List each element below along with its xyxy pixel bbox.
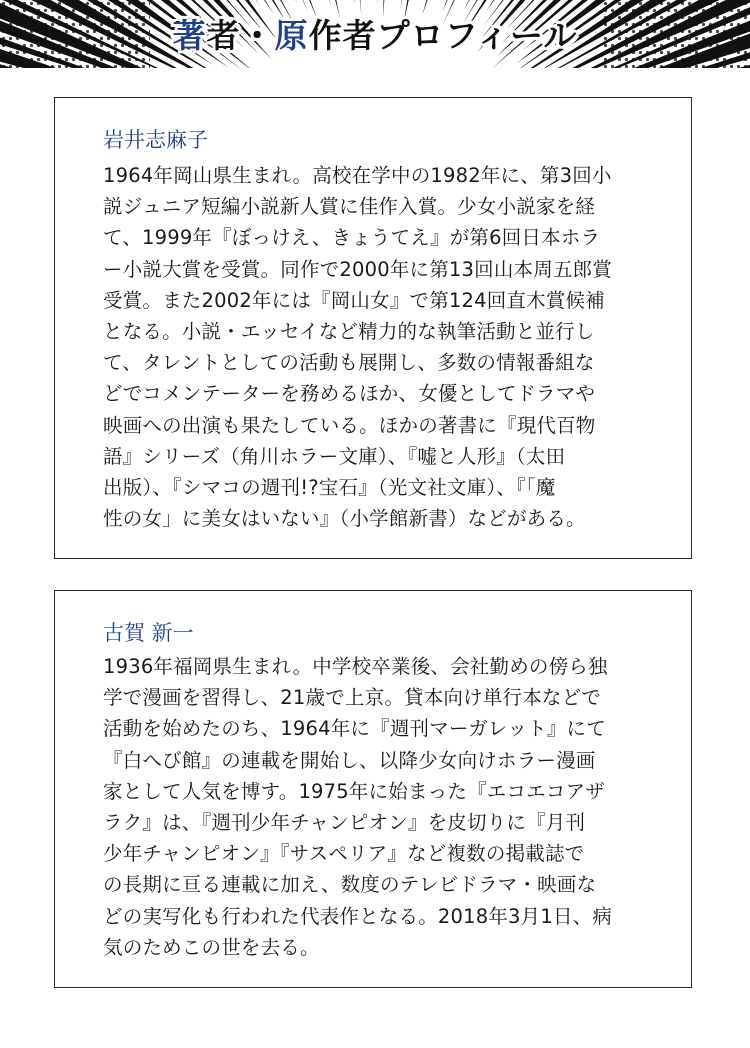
bio-line: て、タレントとしての活動も展開し、多数の情報番組な [103,351,595,375]
bio-line: 出版）、『シマコの週刊!?宝石』（光文社文庫）、『「魔 [103,476,556,500]
bio-line: 気のためこの世を去る。 [103,935,320,959]
bio-line: 活動を始めたのち、1964年に『週刊マーガレット』にて [103,717,606,741]
profile-name: 岩井志麻子 [103,128,208,152]
title-part: 者・ [206,16,275,55]
bio-line: 1936年福岡県生まれ。中学校卒業後、会社勤めの傍ら独 [103,655,608,678]
profile-bio [103,160,649,534]
bio-line: ー小説大賞を受賞。同作で2000年に第13回山本周五郎賞 [103,257,613,281]
bio-line: 家として人気を博す。1975年に始まった『エコエコアザ [103,779,605,803]
bio-line: となる。小説・エッセイなど精力的な執筆活動と並行し [103,320,595,344]
bio-line: 学で漫画を習得し、21歳で上京。貸本向け単行本などで [103,686,602,710]
bio-line: 語』シリーズ（角川ホラー文庫）、『嘘と人形』（太田 [103,444,566,468]
header-banner [0,0,750,68]
title-part: 原 [274,16,309,55]
bio-line: ラク』は、『週刊少年チャンピオン』を皮切りに『月刊 [103,811,586,835]
bio-line: 映画への出演も果たしている。ほかの著書に『現代百物 [103,413,596,437]
bio-line: どでコメンテーターを務めるほか、女優としてドラマや [103,382,596,406]
bio-line: 性の女」に美女はいない』（小学館新書）などがある。 [103,507,586,531]
bio-line: の長期に亘る連載に加え、数度のテレビドラマ・映画な [103,873,597,897]
bio-line: 説ジュニア短編小説新人賞に佳作入賞。少女小説家を経 [103,195,596,219]
bio-line: て、1999年『ぼっけえ、きょうてえ』が第6回日本ホラ [103,226,601,250]
title-part: 作者プロフィール [308,16,578,55]
bio-line: 1964年岡山県生まれ。高校在学中の1982年に、第3回小 [103,164,612,187]
bio-line: どの実写化も行われた代表作となる。2018年3月1日、病 [103,904,613,928]
profile-name: 古賀 新一 [103,621,194,645]
title-part: 著 [172,16,207,55]
profile-card-original-author [54,590,692,988]
bio-line: 少年チャンピオン』『サスペリア』など複数の掲載誌で [103,842,585,866]
profile-card-author [54,97,692,559]
bio-line: 『白へび館』の連載を開始し、以降少女向けホラー漫画 [103,748,596,772]
bio-line: 受賞。また2002年には『岡山女』で第124回直木賞候補 [103,288,605,312]
page-title [0,0,750,68]
profile-bio [103,651,649,963]
